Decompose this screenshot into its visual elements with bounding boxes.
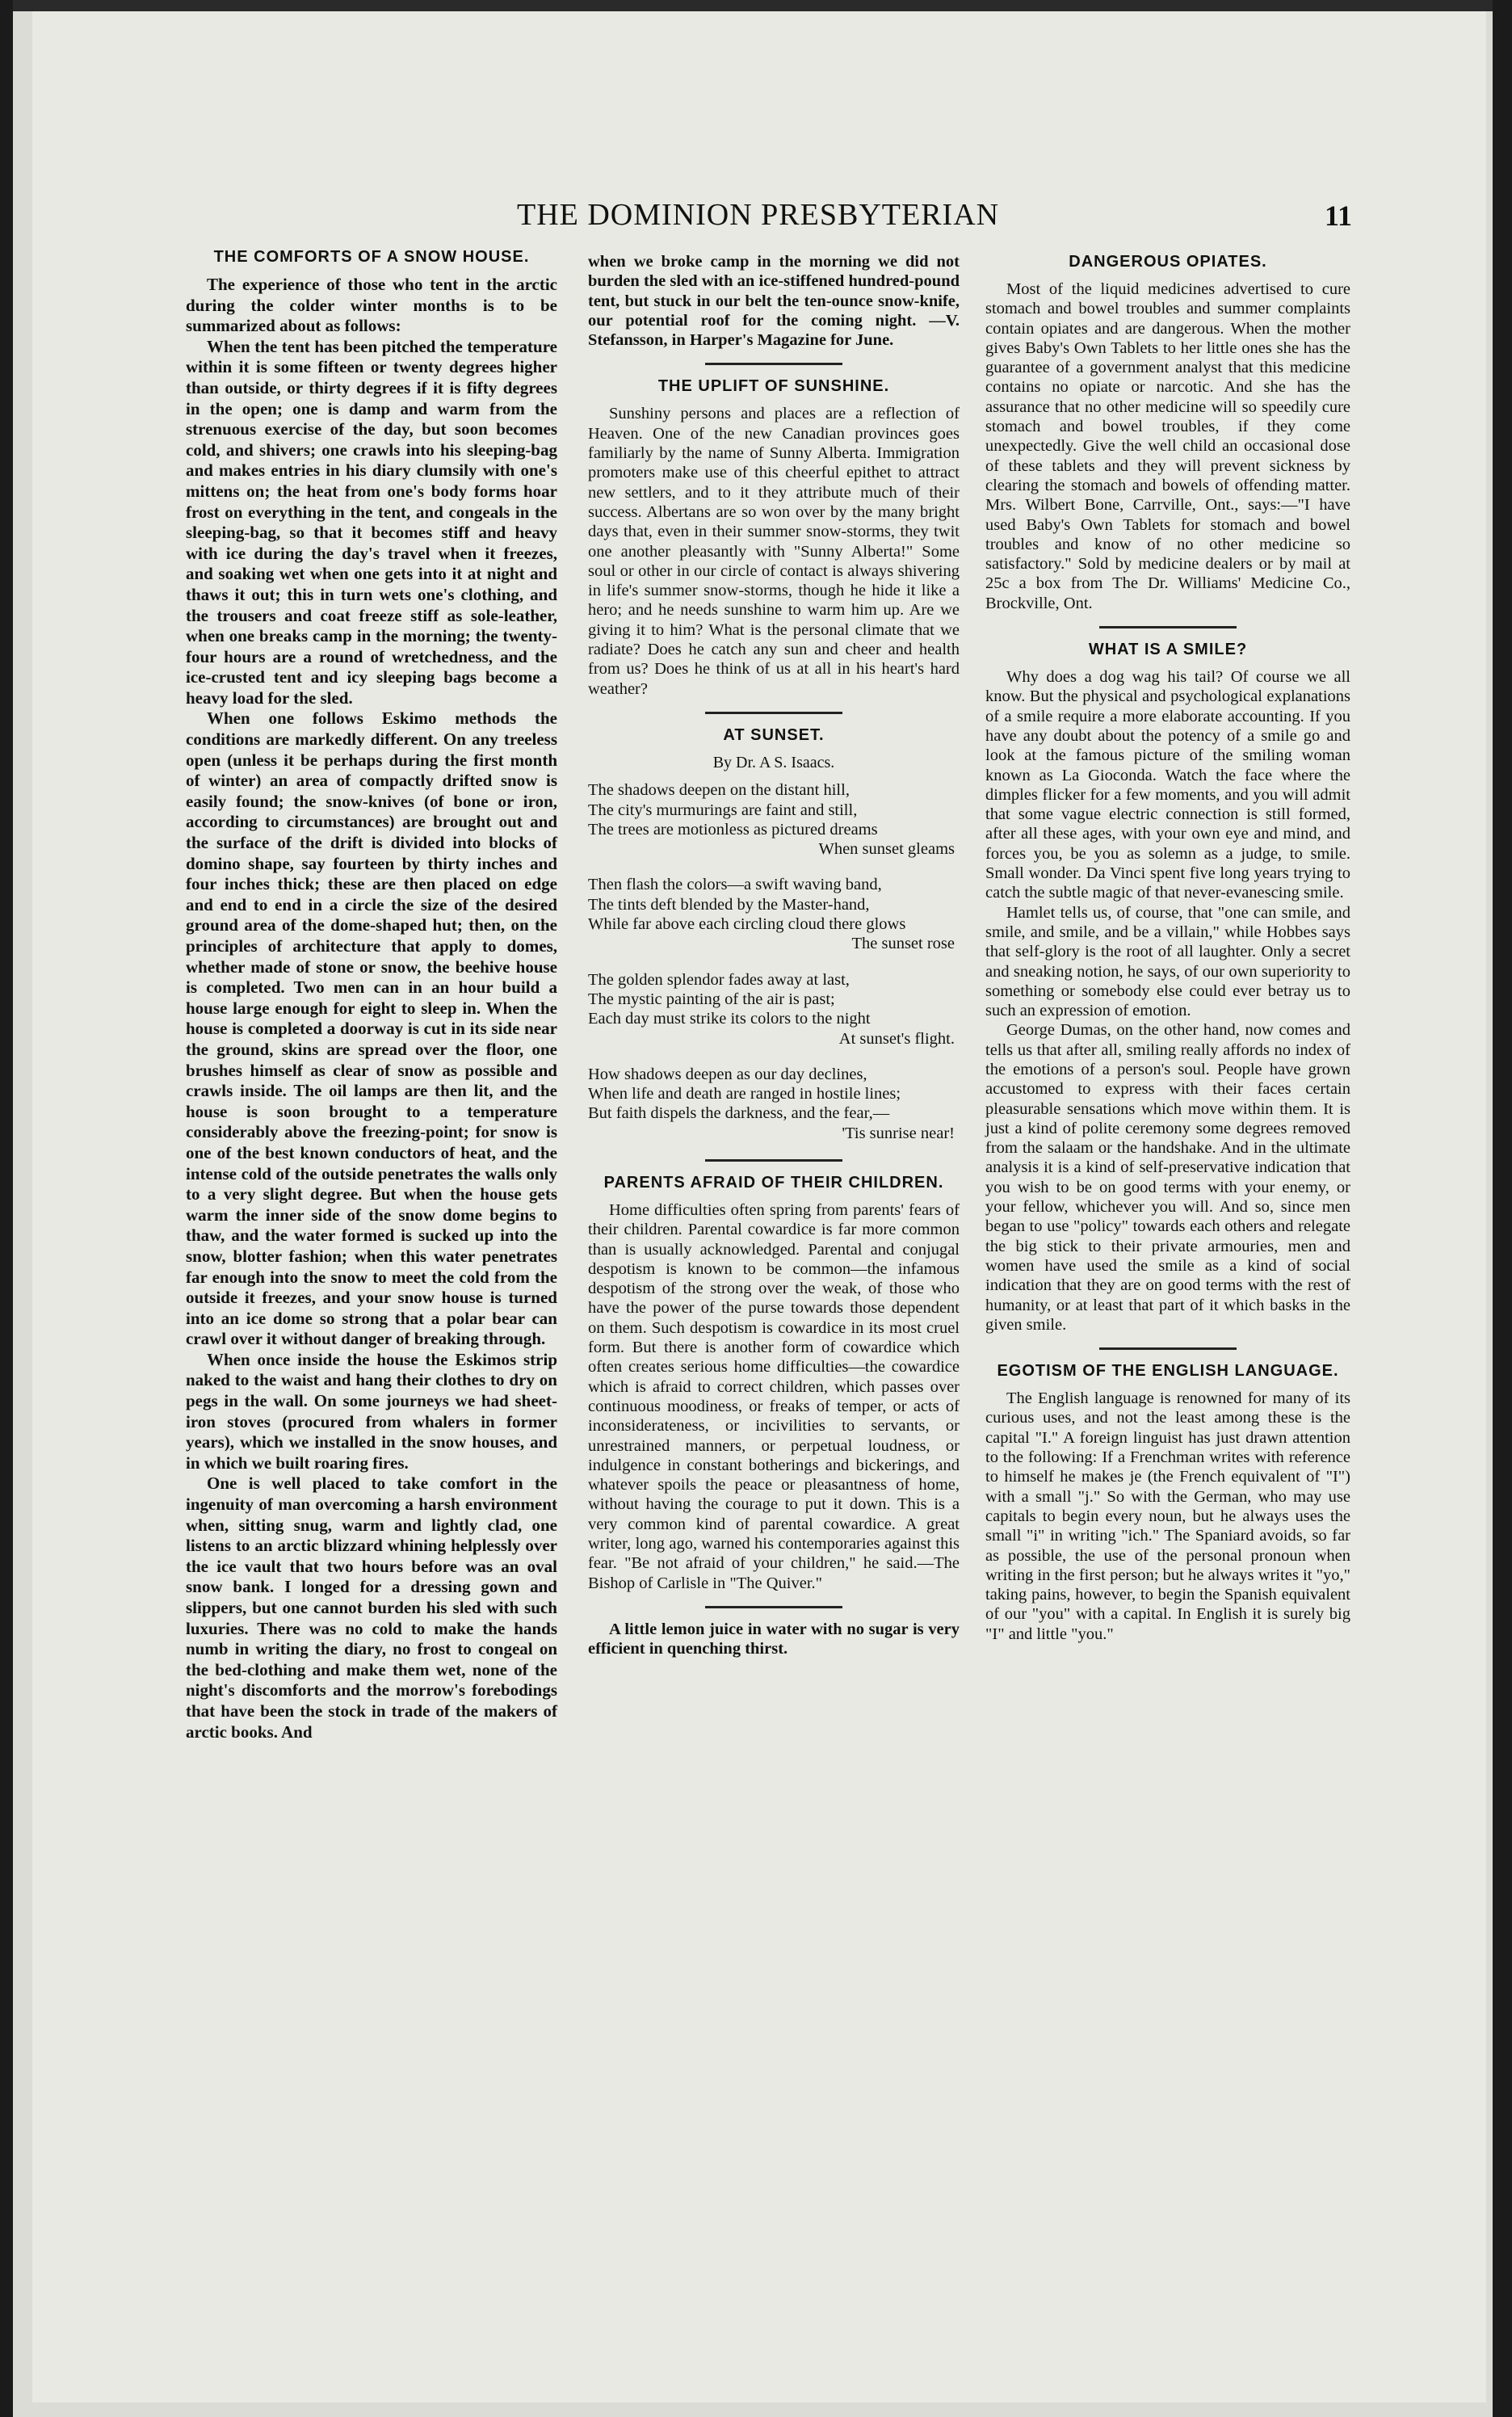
article-heading-parents: PARENTS AFRAID OF THEIR CHILDREN. <box>603 1173 944 1192</box>
masthead-title: THE DOMINION PRESBYTERIAN <box>517 198 1000 232</box>
poem-line: Then flash the colors—a swift waving band, <box>588 876 882 894</box>
poem-refrain: 'Tis sunrise near! <box>842 1124 955 1142</box>
snow-house-paragraph-3: When one follows Eskimo methods the conditions are markedly different. On any treeless open (unless it be perhaps during the first month of winter) an area of compactly drifted snow is easily found; the snow-knives (of bone or iron, according to circumstances) are brought out and the surface of the drift is divided into blocks of domino shape, say fourteen by thirty inches and four inches thick; these are then placed on edge and end to end in a circle the size of the desired ground area of the dome-shaped hut; then, on the principles of architecture that apply to domes, whether made of stone or snow, the beehive house is completed. Two men can in an hour build a house large enough for eight to sleep in. When the house is completed a doorway is cut in its side near the ground, skins are spread over the floor, one brushes himself as clear of snow as possible and crawls inside. The oil lamps are then lit, and the house is soon brought to a temperature considerably above the freezing-point; for snow is one of the best known conductors of heat, and the intense cold of the outside penetrates the walls only to a very slight degree. But when the house gets warm the inner side of the snow dome begins to thaw, and the water formed is sucked up into the snow, blotter fashion; when this water penetrates far enough into the snow to meet the cold from the outside it freezes, and your snow house is turned into an ice dome so strong that a polar bear can crawl over it without danger of breaking through. <box>186 708 557 1349</box>
poem-line: The tints deft blended by the Master-hand, <box>588 895 870 914</box>
poem-line: The mystic painting of the air is past; <box>588 990 835 1008</box>
smile-paragraph-1: Why does a dog wag his tail? Of course we all know. But the physical and psychological explanations of a smile require a more elaborate accounting. If you have any doubt about the potency of a smile go and look at the famous picture of the smiling woman known as La Gioconda. Watch the face where the dimples flicker for a few moments, and you will admit that some vague electric connection is still formed, after all these ages, with your own eye and mind, and forces you, be you as solemn as a judge, to smile. Small wonder. Da Vinci spent five long years trying to catch the subtle magic of that never-evanescing smile. <box>985 668 1350 902</box>
poem-refrain: The sunset rose <box>851 935 955 953</box>
poem-line: The shadows deepen on the distant hill, <box>588 781 850 800</box>
section-divider <box>705 1159 842 1162</box>
opiates-paragraph: Most of the liquid medicines advertised to cure stomach and bowel troubles and summer complaints contain opiates and are dangerous. When the mother gives Baby's Own Tablets to her little ones she has the guarantee of a government analyst that this medicine contains no opiate or narcotic. And she has the assurance that no other medicine will so speedily cure stomach and bowel troubles, if they come unexpectedly. Give the well child an occasional dose of these tablets and they will prevent sickness by clearing the stomach and bowels of offending matter. Mrs. Wilbert Bone, Carrville, Ont., says:—"I have used Baby's Own Tablets for stomach and bowel troubles and know of no other medicine so satisfactory." Sold by medicine dealers or by mail at 25c a box from The Dr. Williams' Medicine Co., Brockville, Ont. <box>985 280 1350 612</box>
column-left <box>186 247 557 1742</box>
parents-paragraph: Home difficulties often spring from parents' fears of their children. Parental cowardice is far more common than is usually acknowledged. Parental and conjugal despotism is known to be common—the infamous despotism of the strong over the weak, of those who have the power of the purse towards those dependent on them. Such despotism is cowardice in its most cruel form. But there is another form of cowardice which often creates serious home difficulties—the cowardice which is afraid to correct children, which passes over continuous moodiness, or freaks of temper, or acts of inconsiderateness, or incivilities to servants, or unrestrained manners, or perpetual loudness, or indulgence in constant botherings and bickerings, and whatever spoils the peace or pleasantness of home, without having the courage to put it down. This is a very common kind of parental cowardice. A great writer, long ago, warned his contemporaries against this fear. "Be not afraid of your children," he said.—The Bishop of Carlisle in "The Quiver." <box>588 1200 960 1592</box>
poem-line: The trees are motionless as pictured dreams <box>588 820 878 839</box>
snow-house-paragraph-2: When the tent has been pitched the temperature within it is some fifteen or twenty degrees higher than outside, or thirty degrees if it is fifty degrees in the open; one is damp and warm from the strenuous exercise of the day, but soon becomes cold, and shivers; one crawls into his sleeping-bag and makes entries in his diary clumsily with one's mittens on; the heat from one's body forms hoar frost on everything in the tent, and congeals in the sleeping-bag, so that it becomes stiff and heavy with ice during the day's travel when it freezes, and soaking wet when one gets into it at night and thaws it out; this in turn wets one's clothing, and the trousers and coat freeze stiff as sole-leather, when one breaks camp in the morning; the twenty-four hours are a round of wretchedness, and the ice-crusted tent and icy sleeping bags become a heavy load for the sled. <box>186 336 557 708</box>
poem-line: When life and death are ranged in hostile lines; <box>588 1085 901 1103</box>
smile-paragraph-2: Hamlet tells us, of course, that "one can smile, and smile, and smile, and be a villain," while Hobbes says that self-glory is the root of all laughter. Only a secret and sneaking notion, he says, of our own superiority to something or somebody else could ever betray us to such an expression of emotion. <box>985 903 1350 1020</box>
section-divider <box>705 712 842 714</box>
poem-stanza <box>588 780 960 859</box>
poem-line: The golden splendor fades away at last, <box>588 970 850 989</box>
poem-stanza <box>588 875 960 953</box>
page-number: 11 <box>1325 200 1353 232</box>
section-divider <box>705 363 842 365</box>
smile-paragraph-3: George Dumas, on the other hand, now comes and tells us that after all, smiling really affords no index of the emotions of a person's soul. People have grown accustomed to express with their faces certain pleasurable sensations which move within them. It is just a kind of polite ceremony some degrees removed from the salaam or the handshake. And in the ultimate analysis it is a kind of self-preservative indication that you wish to be on good terms with your enemy, or your fellow, whichever you will. And so, since men began to use "policy" towards each others and relegate the big stick to their private armouries, men and women have used the smile as a kind of social indication that they are on good terms with the rest of humanity, or at least that part of it which basks in the given smile. <box>985 1021 1350 1334</box>
lemon-note: A little lemon juice in water with no sugar is very efficient in quenching thirst. <box>588 1620 960 1658</box>
sunshine-paragraph: Sunshiny persons and places are a reflection of Heaven. One of the new Canadian provinces goes familiarly by the name of Sunny Alberta. Immigration promoters make use of this cheerful epithet to attract new settlers, and to it they attribute much of their success. Albertans are so won over by the many bright days that, even in their summer snow-storms, they twit one another pleasantly with "Sunny Alberta!" Some soul or other in our circle of contact is always shivering in life's summer snow-storms, though he hide it like a hero; and he needs sunshine to warm him up. Are we giving it to him? What is the personal climate that we radiate? Does he catch any sun and cheer and health from us? Does he think of us at all in his heart's hard weather? <box>588 405 960 698</box>
poem-heading-sunset: AT SUNSET. <box>723 725 825 744</box>
newspaper-page <box>32 11 1486 2402</box>
article-heading-snow-house: THE COMFORTS OF A SNOW HOUSE. <box>213 248 530 266</box>
column-middle <box>588 252 960 1659</box>
poem-byline: By Dr. A S. Isaacs. <box>712 753 835 771</box>
poem-refrain: At sunset's flight. <box>838 1029 955 1048</box>
poem-line: While far above each circling cloud there glows <box>588 915 906 934</box>
page-header <box>32 197 1486 246</box>
poem-sunset <box>588 780 960 1143</box>
article-heading-sunshine: THE UPLIFT OF SUNSHINE. <box>657 377 890 396</box>
article-heading-opiates: DANGEROUS OPIATES. <box>1069 253 1267 271</box>
scan-border-left <box>0 0 13 2417</box>
section-divider <box>1099 626 1237 628</box>
section-divider <box>705 1606 842 1608</box>
column-right <box>985 252 1350 1644</box>
poem-stanza <box>588 1065 960 1143</box>
poem-line: The city's murmurings are faint and still, <box>588 801 858 819</box>
snow-house-paragraph-4: When once inside the house the Eskimos strip naked to the waist and hang their clothes to dry on pegs in the wall. On some journeys we had sheet-iron stoves (procured from whalers in former years), which we installed in the snow houses, and in which we built roaring fires. <box>186 1349 557 1473</box>
article-heading-smile: WHAT IS A SMILE? <box>1088 641 1248 659</box>
scan-border-top <box>0 0 1512 11</box>
scan-border-right <box>1493 0 1512 2417</box>
egotism-paragraph: The English language is renowned for many of its curious uses, and not the least among these is the capital "I." A foreign linguist has just drawn attention to the following: If a Frenchman writes with reference to himself he makes je (the French equivalent of "I") with a small "j." So with the German, who may use capitals to begin every noun, but he always uses the small "i" in writing "ich." The Spaniard avoids, so far as possible, the use of the personal pronoun when writing in the first person; but he always writes it "yo," taking pains, however, to begin the Spanish equivalent of our "you" with a capital. In English it is surely big "I" and little "you." <box>985 1389 1350 1643</box>
snow-house-paragraph-5: One is well placed to take comfort in the ingenuity of man overcoming a harsh environment when, sitting snug, warm and lightly clad, one listens to an arctic blizzard whining helplessly over the ice vault that two hours before was an oval snow bank. I longed for a dressing gown and slippers, but one cannot burden his sled with such luxuries. There was no cold to make the hands numb in writing the diary, no frost to congeal on the bed-clothing and make them wet, none of the night's discomforts and the morrow's forebodings that have been the stock in trade of the makers of arctic books. And <box>186 1473 557 1742</box>
poem-stanza <box>588 970 960 1049</box>
poem-refrain: When sunset gleams <box>818 840 955 859</box>
snow-house-continuation: when we broke camp in the morning we did not burden the sled with an ice-stiffened hundred-pound tent, but stuck in our belt the ten-ounce snow-knife, our potential roof for the coming night. —V. Stefansson, in Harper's Magazine for June. <box>588 253 960 350</box>
snow-house-paragraph-1: The experience of those who tent in the arctic during the colder winter months is to be summarized about as follows: <box>186 275 557 336</box>
poem-line: But faith dispels the darkness, and the fear,— <box>588 1104 890 1123</box>
section-divider <box>1099 1347 1237 1350</box>
poem-line: How shadows deepen as our day declines, <box>588 1065 867 1083</box>
article-heading-egotism: EGOTISM OF THE ENGLISH LANGUAGE. <box>997 1362 1339 1381</box>
poem-line: Each day must strike its colors to the night <box>588 1010 871 1028</box>
